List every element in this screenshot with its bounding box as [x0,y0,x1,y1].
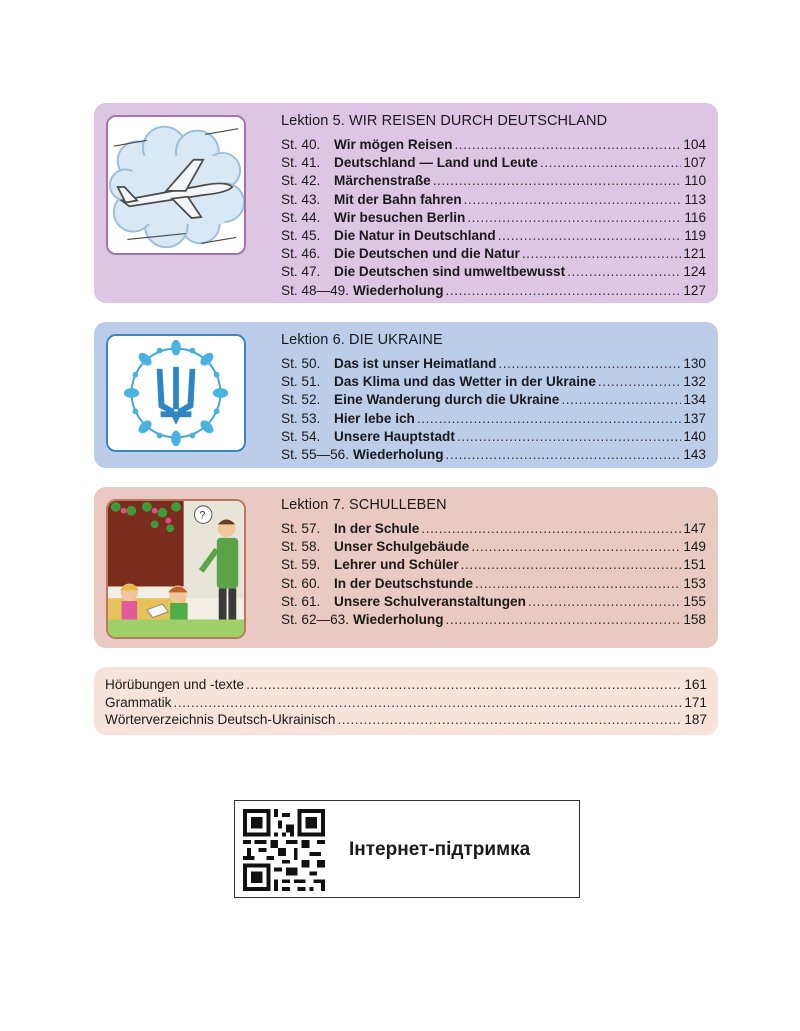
dot-leader [498,355,681,373]
toc-title: Wir besuchen Berlin [334,209,466,225]
dot-leader [433,172,683,190]
toc-title: Eine Wanderung durch die Ukraine [334,392,560,408]
internet-support-box[interactable] [234,800,580,898]
toc-entry[interactable] [281,172,706,190]
lesson-6-section [94,322,718,468]
toc-number: St. 57. [281,521,321,536]
dot-leader [446,611,682,629]
toc-title: Märchenstraße [334,173,431,189]
toc-page: 127 [683,282,706,298]
dot-leader [417,410,681,428]
toc-page: 149 [683,539,706,555]
toc-entry[interactable] [281,245,706,263]
dot-leader [498,227,683,245]
lesson-5-section [94,103,718,303]
toc-number: St. 61. [281,593,321,609]
toc-page: 110 [684,173,706,189]
toc-title: Die Natur in Deutschland [334,227,496,243]
toc-entry[interactable] [105,694,707,712]
toc-entry[interactable] [281,520,706,538]
dot-leader [528,593,681,611]
appendix-section [94,667,718,735]
toc-entry[interactable] [281,410,706,428]
airplane-illustration [106,115,246,255]
toc-page: 137 [683,410,706,426]
toc-page: 171 [684,694,707,710]
toc-title: Hörübungen und -texte [105,677,245,692]
toc-entry[interactable] [281,263,706,281]
toc-entry[interactable] [281,446,706,464]
toc-title: Deutschland — Land und Leute [334,155,538,171]
toc-page: 116 [684,209,706,225]
toc-title: Wiederholung [353,611,444,627]
dot-leader [561,391,681,409]
toc-title: Wiederholung [353,446,444,462]
trident-emblem-illustration [106,334,246,452]
toc-number: St. 53. [281,410,321,426]
toc-number: St. 58. [281,539,321,555]
dot-leader [246,676,682,694]
toc-number: St. 59. [281,557,321,573]
toc-number: St. 54. [281,428,321,444]
toc-page: 121 [683,246,706,262]
dot-leader [471,538,681,556]
toc-page: 132 [683,374,706,390]
toc-entry[interactable] [281,191,706,209]
toc-entry[interactable] [281,556,706,574]
toc-title: Wiederholung [353,282,444,298]
toc-number: St. 44. [281,209,321,225]
toc-page: 155 [683,593,706,609]
toc-entry[interactable] [281,611,706,629]
toc-title: Unsere Hauptstadt [334,428,455,444]
toc-page: 140 [683,428,706,444]
toc-entry[interactable] [105,711,707,729]
toc-entry[interactable] [281,373,706,391]
lesson-title: Lektion 7. SCHULLEBEN [281,497,447,513]
toc-number: St. 42. [281,173,321,189]
toc-number: St. 41. [281,155,321,171]
dot-leader [173,694,682,712]
dot-leader [522,245,682,263]
dot-leader [454,136,681,154]
toc-page: 158 [683,611,706,627]
lesson-7-section [94,487,718,648]
dot-leader [421,520,681,538]
toc-number: St. 52. [281,392,321,408]
toc-title: In der Deutschstunde [334,575,473,591]
toc-page: 119 [684,227,706,243]
internet-support-label[interactable]: Інтернет-підтримка [349,839,531,860]
toc-page: 107 [683,155,706,171]
toc-number: St. 48—49. [281,282,350,298]
lesson-7-contents [281,495,706,629]
toc-entry[interactable] [281,391,706,409]
toc-title: Unser Schulgebäude [334,539,470,555]
toc-number: St. 43. [281,191,321,207]
toc-title: Mit der Bahn fahren [334,191,462,207]
dot-leader [461,556,682,574]
toc-number: St. 46. [281,246,321,262]
toc-entry[interactable] [281,227,706,245]
toc-page: 147 [683,521,706,536]
toc-number: St. 51. [281,374,321,390]
dot-leader [540,154,681,172]
lesson-title: Lektion 6. DIE UKRAINE [281,332,443,348]
toc-title: In der Schule [334,521,420,536]
toc-page: 113 [684,191,706,207]
dot-leader [446,446,682,464]
toc-entry[interactable] [281,209,706,227]
toc-page: 143 [683,446,706,462]
toc-entry[interactable] [281,575,706,593]
toc-page: 130 [683,356,706,371]
toc-page: 104 [683,137,706,152]
lesson-6-contents [281,330,706,464]
lesson-5-contents [281,111,706,300]
toc-entry[interactable] [281,282,706,300]
toc-title: Lehrer und Schüler [334,557,459,573]
toc-title: Wörterverzeichnis Deutsch-Ukrainisch [105,712,336,727]
svg-text:?: ? [199,509,206,522]
dot-leader [337,711,682,729]
dot-leader [467,209,682,227]
toc-title: Die Deutschen und die Natur [334,246,520,262]
toc-page: 153 [683,575,706,591]
toc-entry[interactable] [281,428,706,446]
toc-title: Unsere Schulveranstaltungen [334,593,526,609]
toc-title: Das Klima und das Wetter in der Ukraine [334,374,596,390]
toc-page: 151 [683,557,706,573]
toc-number: St. 55—56. [281,446,350,462]
toc-number: St. 45. [281,227,321,243]
lesson-title: Lektion 5. WIR REISEN DURCH DEUTSCHLAND [281,113,608,129]
toc-entry[interactable] [281,355,706,373]
toc-entry[interactable] [281,538,706,556]
toc-entry[interactable] [281,593,706,611]
toc-number: St. 62—63. [281,611,350,627]
dot-leader [446,282,682,300]
toc-page: 161 [684,677,707,692]
toc-number: St. 40. [281,137,321,152]
toc-entry[interactable] [281,136,706,154]
toc-title: Die Deutschen sind umweltbewusst [334,264,566,280]
toc-number: St. 47. [281,264,321,280]
classroom-illustration [106,499,246,639]
toc-entry[interactable] [281,154,706,172]
toc-title: Grammatik [105,694,172,710]
toc-entry[interactable] [105,676,707,694]
dot-leader [475,575,681,593]
toc-page: 134 [683,392,706,408]
dot-leader [567,263,681,281]
toc-number: St. 50. [281,356,321,371]
dot-leader [464,191,683,209]
toc-page: 124 [683,264,706,280]
toc-title: Wir mögen Reisen [334,137,453,152]
toc-number: St. 60. [281,575,321,591]
toc-title: Das ist unser Heimatland [334,356,497,371]
toc-page: 187 [684,712,707,727]
qr-code-icon[interactable] [243,809,325,891]
dot-leader [598,373,681,391]
toc-title: Hier lebe ich [334,410,415,426]
dot-leader [457,428,681,446]
